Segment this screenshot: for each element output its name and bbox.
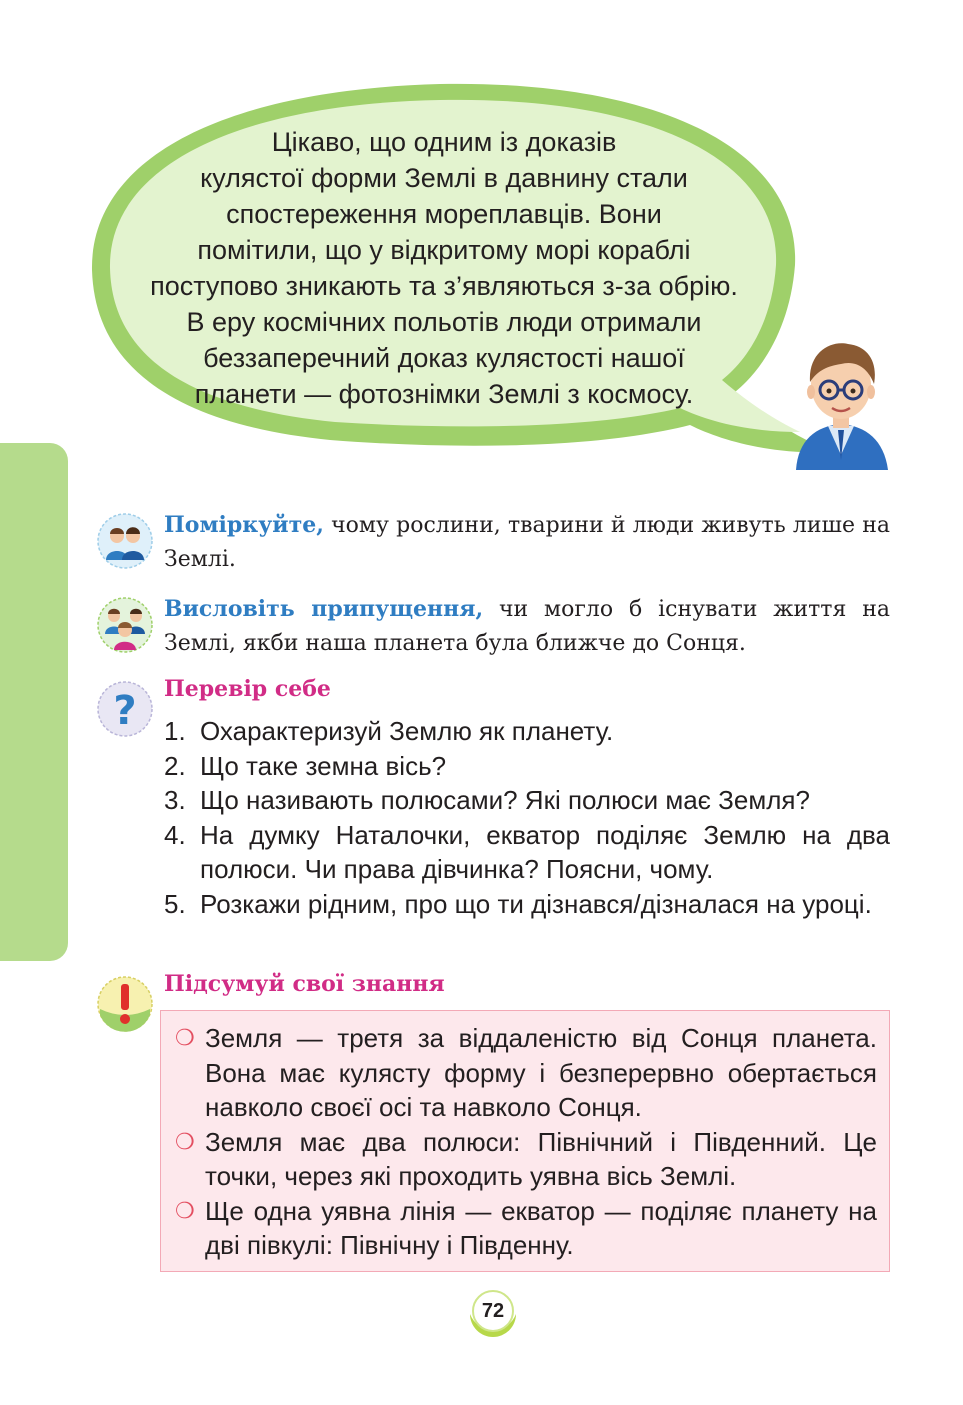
- page-number: 72: [466, 1288, 520, 1342]
- bubble-line: Цікаво, що одним із доказів: [271, 127, 617, 157]
- bullet-icon: ❍: [175, 1128, 195, 1154]
- bubble-line: помітили, що у відкритому морі кораблі: [197, 235, 691, 265]
- task-guess-lead: Висловіть припущення,: [164, 596, 484, 622]
- list-item: 4. На думку Наталочки, екватор поділяє Землю на два полюси. Чи права дівчинка? Поясни, чому.: [164, 819, 890, 884]
- bubble-line: кулястої форми Землі в давнину стали: [200, 163, 688, 193]
- list-item: 1. Охарактеризуй Землю як планету.: [164, 716, 614, 746]
- question-list: [164, 714, 890, 921]
- list-item: 3. Що називають полюсами? Які полюси має Земля?: [164, 785, 810, 815]
- svg-text:?: ?: [113, 688, 137, 734]
- side-tab: [0, 443, 68, 961]
- task-think: [164, 508, 890, 577]
- summary-heading: Підсумуй свої знання: [164, 971, 445, 997]
- task-guess: [164, 592, 890, 661]
- list-item: ❍ Земля — третя за віддаленістю від Сонця планета. Вона має кулясту форму і безперервно обертається навколо своєї осі та навколо Сонця.: [175, 1021, 877, 1125]
- task-guess-text: чи могло б існувати життя на Землі, якби наша планета була ближче до Сонця.: [164, 597, 890, 656]
- boy-illustration: [786, 330, 896, 480]
- summary-box: [160, 1010, 890, 1272]
- exclamation-mark-icon: [96, 975, 154, 1033]
- bubble-line: беззаперечний доказ кулястості нашої: [203, 343, 685, 373]
- task-think-text: чому рослини, тварини й люди живуть лише на Землі.: [164, 513, 890, 572]
- list-item: 2. Що таке земна вісь?: [164, 750, 447, 781]
- bubble-line: В еру космічних польотів люди отримали: [186, 307, 702, 337]
- bullet-icon: ❍: [175, 1197, 195, 1223]
- list-item: ❍ Ще одна уявна лінія — екватор — поділяє планету на дві півкулі: Північну і Південну.: [175, 1194, 877, 1263]
- two-children-icon: [96, 512, 154, 570]
- question-mark-icon: [96, 680, 154, 738]
- bubble-text: [112, 124, 776, 412]
- task-think-lead: Поміркуйте,: [164, 512, 324, 538]
- three-children-icon: [96, 596, 154, 654]
- list-item: ❍ Земля має два полюси: Північний і Південний. Це точки, через які проходить уявна вісь Землі.: [175, 1125, 877, 1194]
- bullet-icon: ❍: [175, 1025, 195, 1050]
- bubble-line: поступово зникають та з’являються з-за обрію.: [150, 271, 738, 301]
- speech-bubble: [0, 0, 963, 480]
- bubble-line: спостереження мореплавців. Вони: [226, 199, 662, 229]
- check-heading: Перевір себе: [164, 676, 331, 702]
- list-item: 5. Розкажи рідним, про що ти дізнався/дізналася на уроці.: [164, 888, 872, 919]
- bubble-line: планети — фотознімки Землі з космосу.: [194, 379, 694, 409]
